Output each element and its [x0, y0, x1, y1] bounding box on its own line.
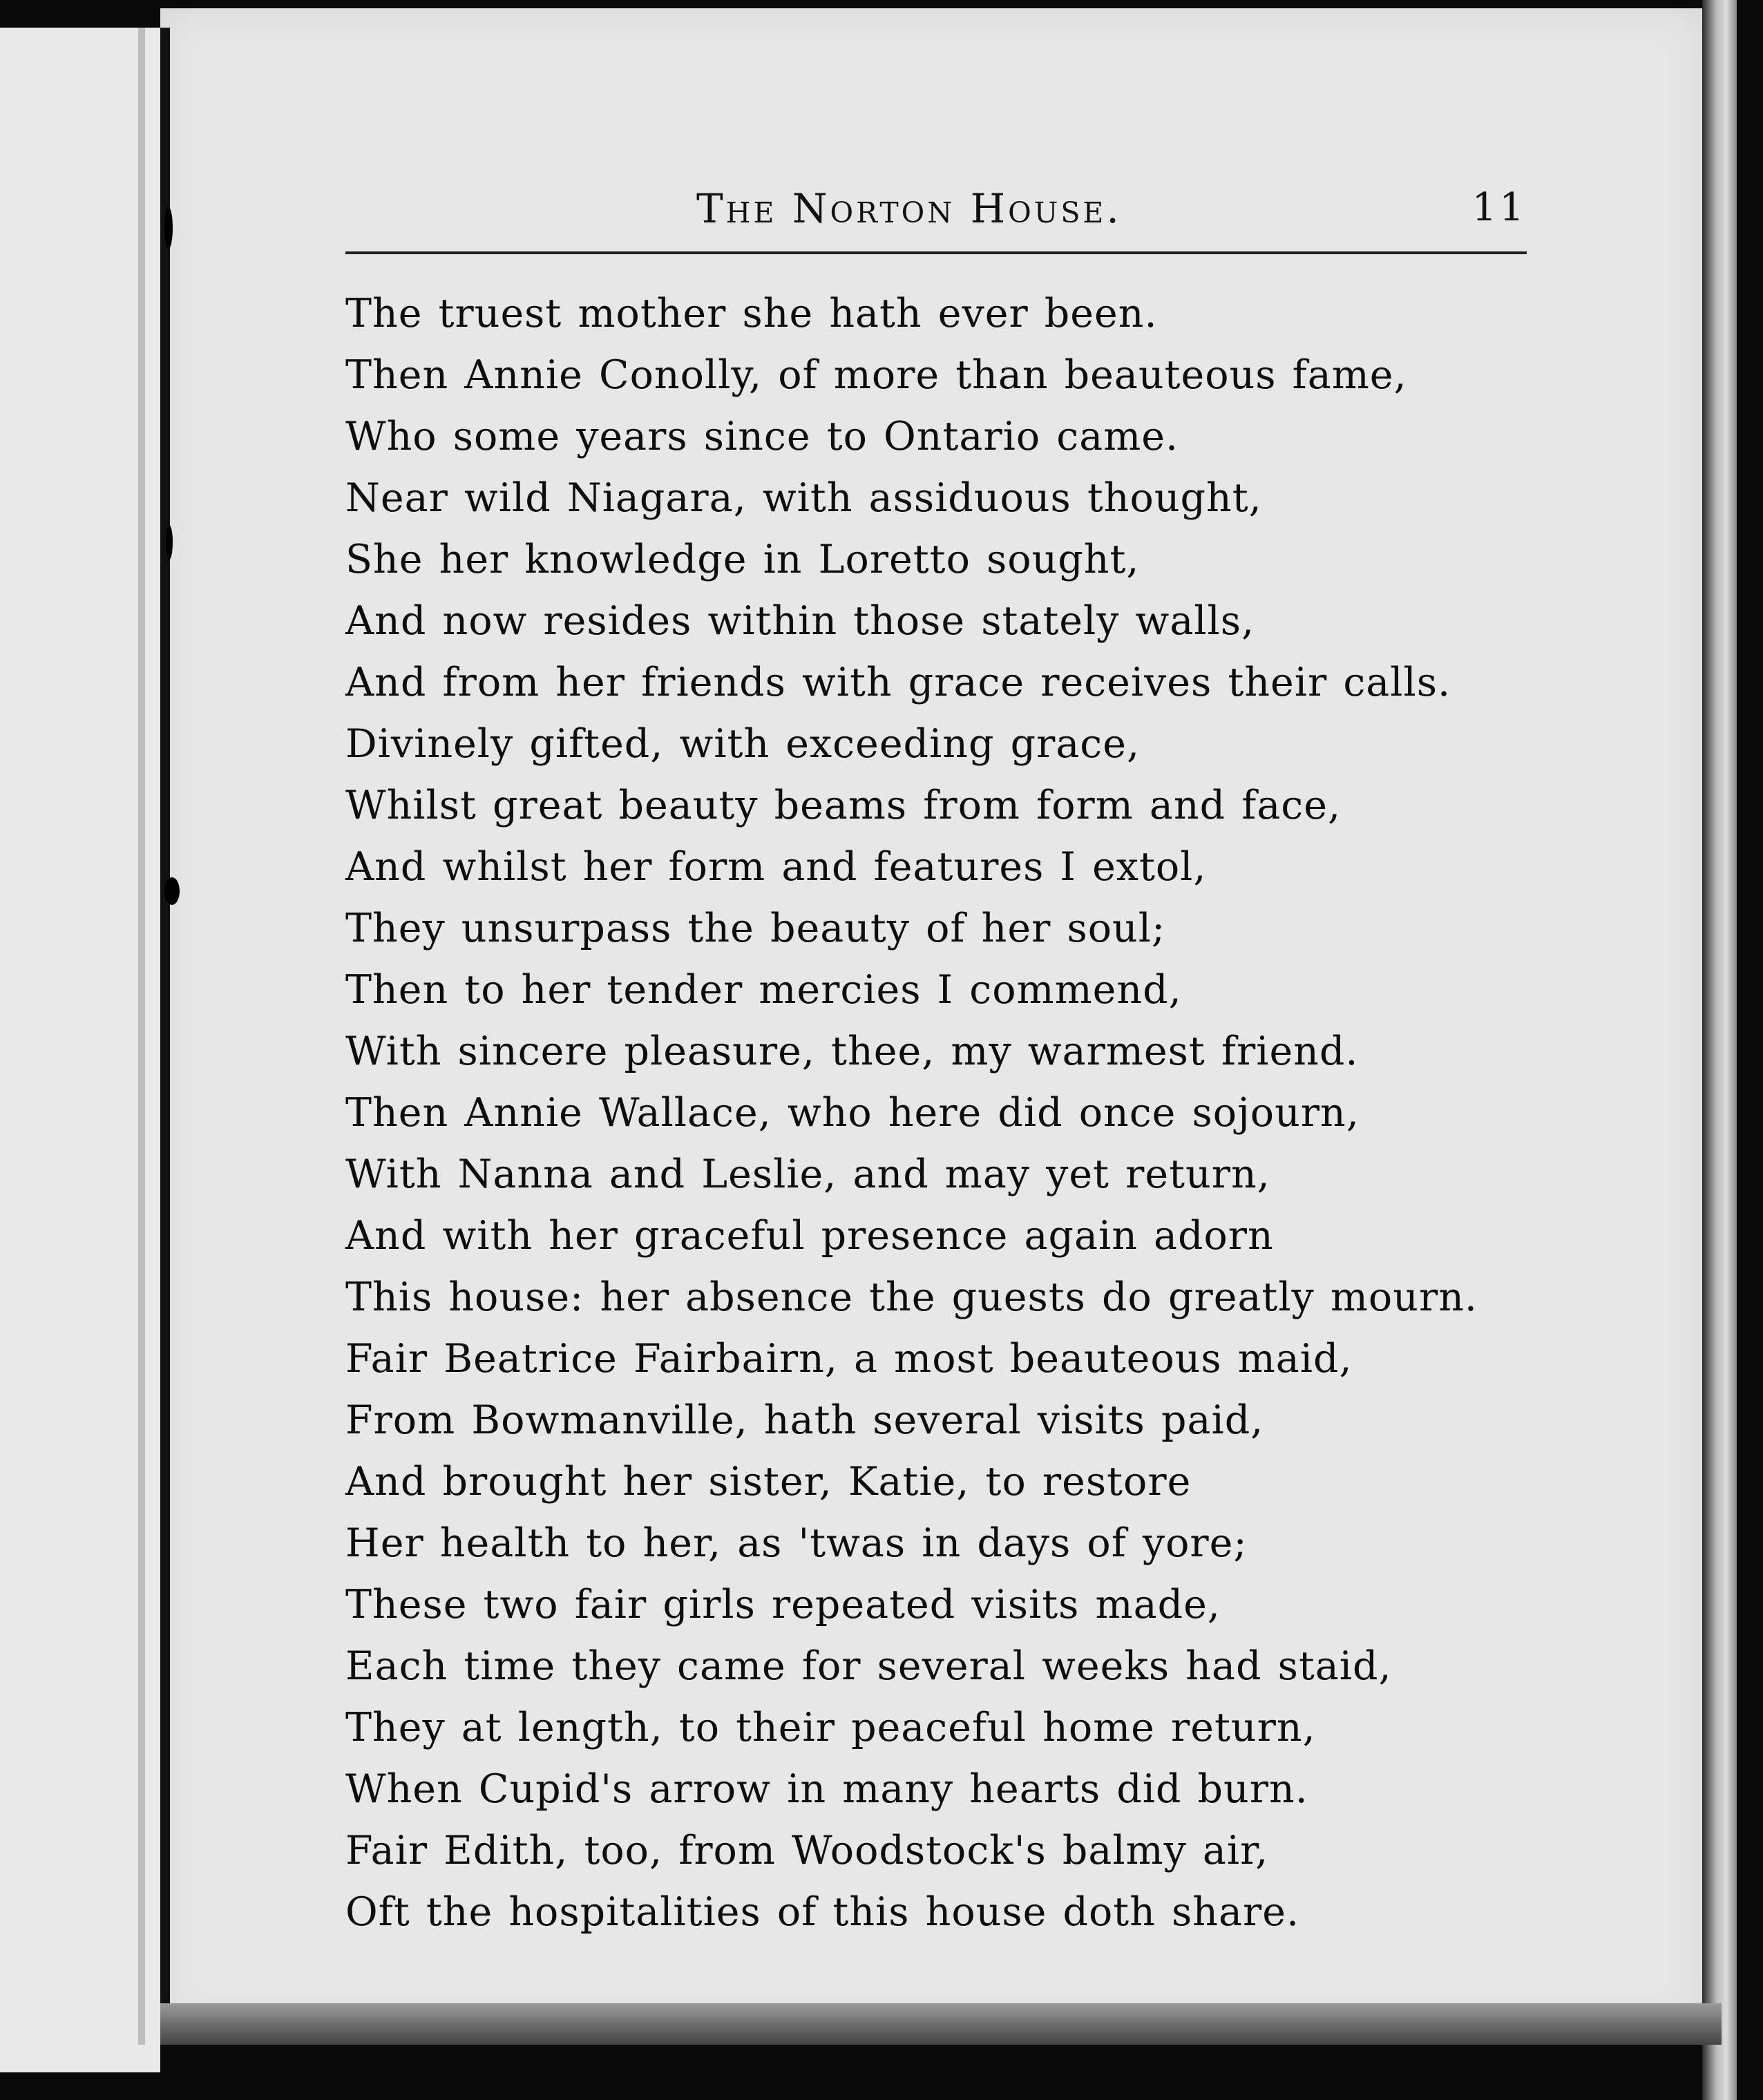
verse-line: With Nanna and Leslie, and may yet return,	[345, 1152, 1270, 1197]
binding-thread-mark	[164, 877, 180, 905]
verse-line: They at length, to their peaceful home return,	[345, 1705, 1316, 1750]
verse-line: Fair Beatrice Fairbairn, a most beauteous maid,	[345, 1336, 1353, 1382]
verse-line: She her knowledge in Loretto sought,	[345, 537, 1140, 582]
verse-line: Near wild Niagara, with assiduous thought,	[345, 475, 1262, 521]
page-bottom-shadow	[160, 2003, 1722, 2045]
verse-line: Each time they came for several weeks had staid,	[345, 1643, 1392, 1689]
page-stack-edge	[1702, 0, 1737, 2100]
facing-page-shadow	[138, 28, 145, 2045]
verse-line: With sincere pleasure, thee, my warmest friend.	[345, 1029, 1359, 1074]
verse-line: Fair Edith, too, from Woodstock's balmy air,	[345, 1828, 1269, 1873]
verse-line: These two fair girls repeated visits made,	[345, 1582, 1221, 1628]
verse-line: And with her graceful presence again adorn	[345, 1213, 1274, 1259]
page-number: 11	[1471, 185, 1527, 230]
verse-line: Whilst great beauty beams from form and face,	[345, 783, 1342, 828]
verse-line: The truest mother she hath ever been.	[345, 291, 1158, 336]
verse-line: And whilst her form and features I extol,	[345, 844, 1207, 890]
header-rule	[345, 251, 1527, 254]
poem-verse	[345, 283, 1582, 1943]
verse-line: They unsurpass the beauty of her soul;	[345, 906, 1166, 951]
verse-line: And now resides within those stately walls,	[345, 598, 1255, 644]
verse-line: Then to her tender mercies I commend,	[345, 967, 1182, 1013]
verse-line: This house: her absence the guests do greatly mourn.	[345, 1275, 1478, 1320]
verse-line: Divinely gifted, with exceeding grace,	[345, 721, 1141, 767]
verse-line: Who some years since to Ontario came.	[345, 414, 1179, 459]
verse-line: And brought her sister, Katie, to restore	[345, 1459, 1192, 1505]
verse-line: Oft the hospitalities of this house doth share.	[345, 1889, 1300, 1935]
verse-line: Then Annie Wallace, who here did once sojourn,	[345, 1090, 1360, 1136]
page-header	[345, 178, 1527, 247]
verse-line: Her health to her, as 'twas in days of yore;	[345, 1520, 1248, 1566]
binding-thread-mark	[166, 525, 173, 560]
binding-gutter	[160, 28, 170, 2017]
verse-line: And from her friends with grace receives their calls.	[345, 660, 1451, 705]
facing-page-edge	[0, 28, 160, 2072]
binding-thread-mark	[164, 207, 173, 249]
verse-line: From Bowmanville, hath several visits paid,	[345, 1397, 1264, 1443]
running-title: The Norton House.	[696, 185, 1122, 232]
verse-line: Then Annie Conolly, of more than beauteous fame,	[345, 352, 1407, 398]
verse-line: When Cupid's arrow in many hearts did burn.	[345, 1766, 1308, 1812]
